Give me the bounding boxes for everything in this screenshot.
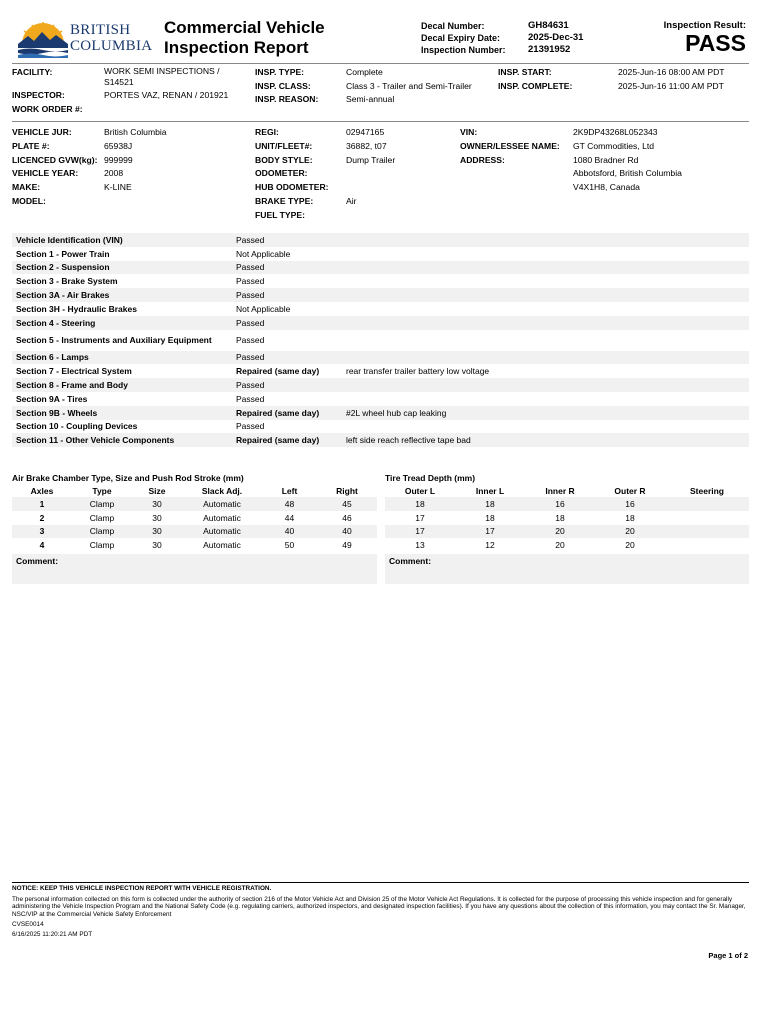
brake-chamber-table: Axles Type Size Slack Adj. Left Right 1 Clamp 30 Automatic 48 45 2 Clamp 30 Automatic 44 46 3 Clamp 30 Automatic 40 40 4 Clamp 30 Automatic 50 49 (12, 484, 377, 552)
address-line-1: 1080 Bradner Rd (573, 155, 639, 165)
table-row: 18 18 16 16 (385, 497, 749, 511)
table-row: 3 Clamp 30 Automatic 40 40 (12, 525, 377, 539)
decal-number-label: Decal Number: (421, 21, 485, 31)
odometer-label: ODOMETER: (255, 168, 308, 178)
regi-value: 02947165 (346, 127, 385, 137)
tire-comment-box (385, 554, 749, 584)
table-row: Section 6 - Lamps Passed (12, 351, 749, 365)
address-label: ADDRESS: (460, 155, 505, 165)
printed-timestamp: 6/16/2025 11:20:21 AM PDT (12, 930, 93, 938)
vin-value: 2K9DP43268L052343 (573, 127, 658, 137)
owner-value: GT Commodities, Ltd (573, 141, 655, 151)
vehicle-year-value: 2008 (104, 168, 124, 178)
inspection-sections-table (12, 233, 749, 447)
vehicle-jur-value: British Columbia (104, 127, 167, 137)
table-row: Section 5 - Instruments and Auxiliary Equipment Passed (16, 335, 265, 346)
divider (12, 63, 749, 64)
brake-comment-label: Comment: (16, 556, 59, 566)
insp-complete-label: INSP. COMPLETE: (498, 81, 573, 91)
inspector-label: INSPECTOR: (12, 90, 65, 100)
brake-type-value: Air (346, 196, 357, 206)
bc-sun-mountain-icon (18, 22, 68, 58)
inspector-value: PORTES VAZ, RENAN / 201921 (104, 90, 229, 100)
table-row: Section 1 - Power Train Not Applicable (16, 248, 291, 259)
table-row: Section 10 - Coupling Devices Passed (16, 421, 265, 432)
body-style-value: Dump Trailer (346, 155, 396, 165)
work-order-label: WORK ORDER #: (12, 104, 83, 114)
fuel-type-label: FUEL TYPE: (255, 210, 305, 220)
model-label: MODEL: (12, 196, 46, 206)
logo-line-2: COLUMBIA (70, 38, 153, 54)
report-title: Commercial Vehicle Inspection Report (164, 18, 325, 57)
make-label: MAKE: (12, 182, 41, 192)
divider (12, 121, 749, 122)
inspection-result-label: Inspection Result: (663, 20, 746, 31)
gvw-value: 999999 (104, 155, 133, 165)
insp-start-value: 2025-Jun-16 08:00 AM PDT (618, 67, 725, 77)
table-row: Section 11 - Other Vehicle Components Repaired (same day) left side reach reflective tape bad (12, 433, 749, 447)
insp-reason-value: Semi-annual (346, 94, 395, 104)
address-line-3: V4X1H8, Canada (573, 182, 640, 192)
table-row: Vehicle Identification (VIN) Passed (12, 233, 749, 247)
vehicle-year-label: VEHICLE YEAR: (12, 168, 79, 178)
tire-table-title: Tire Tread Depth (mm) (385, 473, 476, 483)
body-style-label: BODY STYLE: (255, 155, 313, 165)
make-value: K-LINE (104, 182, 132, 192)
insp-reason-label: INSP. REASON: (255, 94, 319, 104)
notice-title: NOTICE: KEEP THIS VEHICLE INSPECTION REPORT WITH VEHICLE REGISTRATION. (12, 885, 272, 892)
table-row: Section 3A - Air Brakes Passed (12, 288, 749, 302)
table-row: Section 7 - Electrical System Repaired (same day) rear transfer trailer battery low voltage (16, 366, 490, 377)
decal-expiry: 2025-Dec-31 (528, 32, 584, 43)
gvw-label: LICENCED GVW(kg): (12, 155, 98, 165)
tire-comment-label: Comment: (389, 556, 432, 566)
insp-start-label: INSP. START: (498, 67, 552, 77)
table-row: Section 9A - Tires Passed (16, 393, 265, 404)
table-row: 2 Clamp 30 Automatic 44 46 (39, 512, 352, 523)
page-number: Page 1 of 2 (708, 951, 748, 960)
vin-label: VIN: (460, 127, 478, 137)
table-row: Section 8 - Frame and Body Passed (12, 378, 749, 392)
table-row: 17 18 18 18 (415, 512, 635, 523)
table-row: Section 9B - Wheels Repaired (same day) #2L wheel hub cap leaking (12, 406, 749, 420)
vehicle-jur-label: VEHICLE JUR: (12, 127, 72, 137)
insp-type-label: INSP. TYPE: (255, 67, 305, 77)
table-row: Section 3 - Brake System Passed (16, 276, 265, 287)
owner-label: OWNER/LESSEE NAME: (460, 141, 560, 151)
inspection-number-label: Inspection Number: (421, 45, 506, 55)
plate-label: PLATE #: (12, 141, 50, 151)
inspection-number: 21391952 (528, 44, 571, 55)
notice-text: The personal information collected on this form is collected under the authority of section 216 of the Motor Vehicle Act and Division 25 of the Motor Vehicle Act Regulations. It is collected for the purpose of processing this vehicle inspection and for generally administering the Vehicle Inspection Program and the National Safety Code (e.g. regulating carriers, authorized inspectors, and designated inspection facilities). If you have any questions about the collection of this information, you may contact the Sr. Manager, NSC/VIP at the Commercial Vehicle Safety Enforcement (12, 895, 746, 918)
table-row: Section 4 - Steering Passed (12, 316, 749, 330)
hub-odometer-label: HUB ODOMETER: (255, 182, 329, 192)
decal-number: GH84631 (528, 20, 569, 31)
divider (12, 882, 749, 883)
plate-value: 65938J (104, 141, 133, 151)
regi-label: REGI: (255, 127, 279, 137)
table-row: 13 12 20 20 (415, 540, 635, 551)
insp-class-value: Class 3 - Trailer and Semi-Trailer (346, 81, 472, 91)
table-row: 4 Clamp 30 Automatic 50 49 (39, 540, 352, 551)
bc-logo (18, 20, 153, 60)
brake-type-label: BRAKE TYPE: (255, 196, 314, 206)
insp-complete-value: 2025-Jun-16 11:00 AM PDT (618, 81, 724, 91)
logo-line-1: BRITISH (70, 22, 131, 38)
table-row: 17 17 20 20 (385, 525, 749, 539)
unit-fleet-label: UNIT/FLEET#: (255, 141, 313, 151)
unit-fleet-value: 36882, t07 (346, 141, 387, 151)
table-row: 1 Clamp 30 Automatic 48 45 (12, 497, 377, 511)
inspection-result: PASS (685, 30, 746, 56)
table-row: Section 2 - Suspension Passed (12, 261, 749, 275)
tire-tread-table: Outer L Inner L Inner R Outer R Steering 18 18 16 16 17 18 18 18 17 17 20 20 13 12 20 20 (385, 484, 749, 552)
facility-value: WORK SEMI INSPECTIONS / S14521 (104, 66, 220, 87)
decal-expiry-label: Decal Expiry Date: (421, 33, 501, 43)
insp-class-label: INSP. CLASS: (255, 81, 311, 91)
privacy-notice (12, 885, 749, 939)
facility-label: FACILITY: (12, 67, 53, 77)
brake-table-title: Air Brake Chamber Type, Size and Push Rod Stroke (mm) (12, 473, 244, 483)
insp-type-value: Complete (346, 67, 383, 77)
address-line-2: Abbotsford, British Columbia (573, 168, 682, 178)
brake-comment-box (12, 554, 377, 584)
table-row: Section 3H - Hydraulic Brakes Not Applicable (16, 303, 291, 314)
form-code: CVSE0014 (12, 921, 44, 929)
